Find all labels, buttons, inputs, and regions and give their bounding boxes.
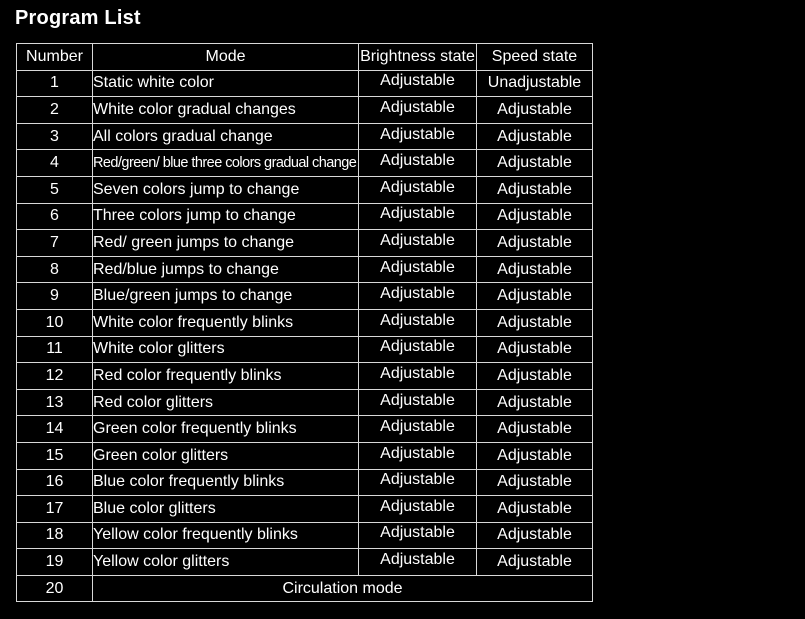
cell-brightness-state [359, 363, 477, 390]
table-row [17, 176, 593, 203]
cell-mode: Three colors jump to change [93, 203, 359, 230]
cell-mode: White color glitters [93, 336, 359, 363]
table-row [17, 389, 593, 416]
table-header-row [17, 44, 593, 71]
cell-number: 11 [17, 336, 93, 363]
brightness-state-value: Adjustable [380, 152, 455, 170]
cell-number: 8 [17, 256, 93, 283]
brightness-state-value: Adjustable [380, 391, 455, 409]
brightness-state-value: Adjustable [380, 497, 455, 515]
table-row [17, 97, 593, 124]
cell-brightness-state [359, 469, 477, 496]
cell-circulation-mode: Circulation mode [93, 575, 593, 602]
cell-speed-state: Adjustable [477, 522, 593, 549]
cell-speed-state: Adjustable [477, 150, 593, 177]
header-brightness-state: Brightness state [359, 44, 477, 71]
cell-speed-state: Adjustable [477, 496, 593, 523]
cell-speed-state: Adjustable [477, 336, 593, 363]
cell-speed-state: Unadjustable [477, 70, 593, 97]
program-list-table [16, 43, 593, 602]
table-row [17, 549, 593, 576]
cell-number: 17 [17, 496, 93, 523]
brightness-state-value: Adjustable [380, 524, 455, 542]
cell-number: 4 [17, 150, 93, 177]
header-number: Number [17, 44, 93, 71]
brightness-state-value: Adjustable [380, 364, 455, 382]
cell-speed-state: Adjustable [477, 469, 593, 496]
cell-brightness-state [359, 522, 477, 549]
cell-mode: Seven colors jump to change [93, 176, 359, 203]
cell-speed-state: Adjustable [477, 123, 593, 150]
table-row [17, 150, 593, 177]
cell-mode: Yellow color frequently blinks [93, 522, 359, 549]
brightness-state-value: Adjustable [380, 551, 455, 569]
cell-number: 14 [17, 416, 93, 443]
cell-number: 15 [17, 442, 93, 469]
cell-mode: Blue color frequently blinks [93, 469, 359, 496]
brightness-state-value: Adjustable [380, 231, 455, 249]
cell-number: 10 [17, 309, 93, 336]
brightness-state-value: Adjustable [380, 444, 455, 462]
cell-brightness-state [359, 97, 477, 124]
cell-brightness-state [359, 442, 477, 469]
table-row [17, 469, 593, 496]
cell-speed-state: Adjustable [477, 97, 593, 124]
table-row [17, 123, 593, 150]
cell-number: 20 [17, 575, 93, 602]
cell-mode: Blue/green jumps to change [93, 283, 359, 310]
cell-speed-state: Adjustable [477, 203, 593, 230]
brightness-state-value: Adjustable [380, 205, 455, 223]
cell-number: 19 [17, 549, 93, 576]
brightness-state-value: Adjustable [380, 98, 455, 116]
brightness-state-value: Adjustable [380, 338, 455, 356]
table-row [17, 230, 593, 257]
cell-number: 12 [17, 363, 93, 390]
cell-number: 2 [17, 97, 93, 124]
cell-mode: White color frequently blinks [93, 309, 359, 336]
cell-mode: Red/blue jumps to change [93, 256, 359, 283]
header-speed-state: Speed state [477, 44, 593, 71]
cell-number: 18 [17, 522, 93, 549]
cell-mode: Yellow color glitters [93, 549, 359, 576]
cell-speed-state: Adjustable [477, 549, 593, 576]
cell-number: 1 [17, 70, 93, 97]
table-row-circulation [17, 575, 593, 602]
brightness-state-value: Adjustable [380, 285, 455, 303]
cell-number: 13 [17, 389, 93, 416]
table-row [17, 442, 593, 469]
cell-brightness-state [359, 176, 477, 203]
cell-number: 9 [17, 283, 93, 310]
cell-mode: Green color frequently blinks [93, 416, 359, 443]
cell-speed-state: Adjustable [477, 230, 593, 257]
cell-brightness-state [359, 496, 477, 523]
cell-brightness-state [359, 123, 477, 150]
brightness-state-value: Adjustable [380, 178, 455, 196]
table-row [17, 522, 593, 549]
table-row [17, 309, 593, 336]
brightness-state-value: Adjustable [380, 125, 455, 143]
brightness-state-value: Adjustable [380, 311, 455, 329]
cell-speed-state: Adjustable [477, 309, 593, 336]
brightness-state-value: Adjustable [380, 471, 455, 489]
cell-mode: Red/green/ blue three colors gradual change [93, 150, 359, 177]
cell-brightness-state [359, 283, 477, 310]
table-row [17, 336, 593, 363]
cell-brightness-state [359, 549, 477, 576]
cell-speed-state: Adjustable [477, 256, 593, 283]
cell-speed-state: Adjustable [477, 442, 593, 469]
cell-brightness-state [359, 150, 477, 177]
table-body [17, 70, 593, 602]
cell-mode: All colors gradual change [93, 123, 359, 150]
table-row [17, 363, 593, 390]
brightness-state-value: Adjustable [380, 418, 455, 436]
brightness-state-value: Adjustable [380, 72, 455, 90]
cell-mode: Static white color [93, 70, 359, 97]
cell-number: 7 [17, 230, 93, 257]
cell-speed-state: Adjustable [477, 389, 593, 416]
cell-number: 6 [17, 203, 93, 230]
table-row [17, 416, 593, 443]
cell-brightness-state [359, 70, 477, 97]
cell-speed-state: Adjustable [477, 176, 593, 203]
brightness-state-value: Adjustable [380, 258, 455, 276]
cell-mode: Green color glitters [93, 442, 359, 469]
header-mode: Mode [93, 44, 359, 71]
cell-speed-state: Adjustable [477, 416, 593, 443]
cell-number: 5 [17, 176, 93, 203]
cell-number: 3 [17, 123, 93, 150]
cell-brightness-state [359, 336, 477, 363]
cell-brightness-state [359, 256, 477, 283]
table-row [17, 496, 593, 523]
cell-brightness-state [359, 309, 477, 336]
page-title: Program List [15, 7, 141, 29]
cell-mode: Red color frequently blinks [93, 363, 359, 390]
table-row [17, 256, 593, 283]
table-row [17, 70, 593, 97]
cell-mode: Red color glitters [93, 389, 359, 416]
cell-brightness-state [359, 416, 477, 443]
cell-number: 16 [17, 469, 93, 496]
cell-speed-state: Adjustable [477, 363, 593, 390]
cell-mode: Blue color glitters [93, 496, 359, 523]
cell-speed-state: Adjustable [477, 283, 593, 310]
cell-brightness-state [359, 230, 477, 257]
table-row [17, 203, 593, 230]
table-row [17, 283, 593, 310]
cell-mode: Red/ green jumps to change [93, 230, 359, 257]
cell-brightness-state [359, 389, 477, 416]
cell-mode: White color gradual changes [93, 97, 359, 124]
cell-brightness-state [359, 203, 477, 230]
